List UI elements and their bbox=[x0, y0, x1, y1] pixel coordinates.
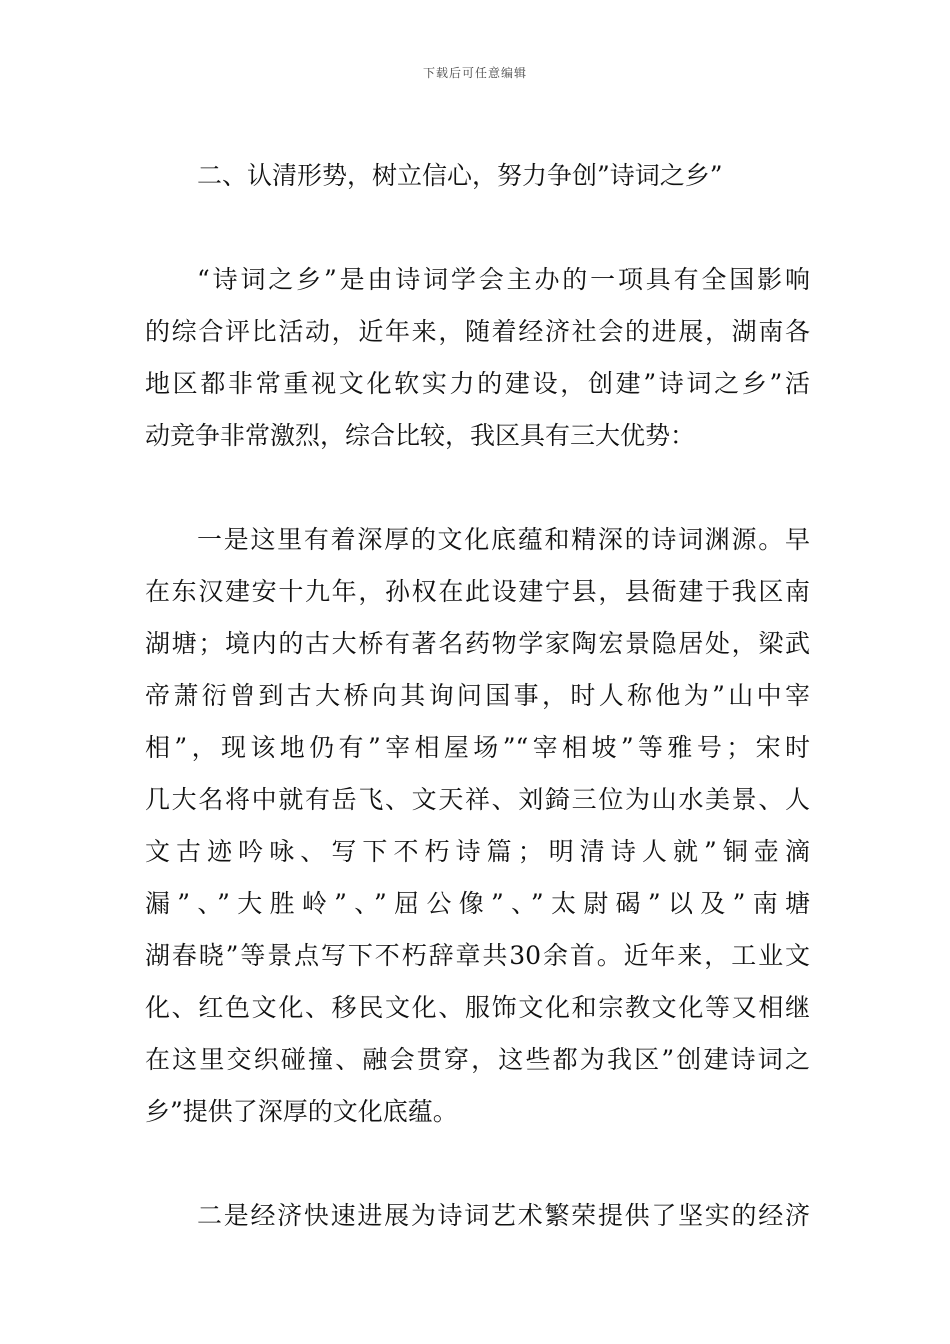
paragraph-line: 乡”提供了深厚的文化底蕴。 bbox=[145, 1097, 458, 1126]
paragraph-line: 在这里交织碰撞、融会贯穿，这些都为我区”创建诗词之 bbox=[145, 1045, 810, 1074]
paragraph-line: 湖春晓”等景点写下不朽辞章共30余首。近年来，工业文 bbox=[145, 941, 810, 970]
paragraph-advantage-two bbox=[145, 1190, 810, 1242]
paragraph-line: 湖塘；境内的古大桥有著名药物学家陶宏景隐居处，梁武 bbox=[145, 629, 810, 658]
paragraph-gap bbox=[145, 1138, 810, 1190]
paragraph-line: 动竞争非常激烈，综合比较，我区具有三大优势： bbox=[145, 421, 696, 450]
paragraph-line: 二是经济快速进展为诗词艺术繁荣提供了坚实的经济 bbox=[197, 1201, 810, 1230]
section-heading: 二、认清形势，树立信心，努力争创”诗词之乡” bbox=[197, 161, 723, 190]
paragraph-line: 一是这里有着深厚的文化底蕴和精深的诗词渊源。早 bbox=[197, 525, 810, 554]
document-body bbox=[145, 150, 810, 1242]
paragraph-gap bbox=[145, 202, 810, 254]
paragraph-line: 相”，现该地仍有”宰相屋场”“宰相坡”等雅号；宋时 bbox=[145, 733, 810, 762]
paragraph-intro bbox=[145, 254, 810, 462]
paragraph-advantage-one bbox=[145, 514, 810, 1138]
paragraph-line: 化、红色文化、移民文化、服饰文化和宗教文化等又相继 bbox=[145, 993, 810, 1022]
paragraph-line: 帝萧衍曾到古大桥向其询问国事，时人称他为”山中宰 bbox=[145, 681, 810, 710]
paragraph-line: “诗词之乡”是由诗词学会主办的一项具有全国影响 bbox=[197, 265, 810, 294]
paragraph-line: 在东汉建安十九年，孙权在此设建宁县，县衙建于我区南 bbox=[145, 577, 810, 606]
paragraph-line: 漏”、”大胜岭”、”屈公像”、”太尉碣”以及”南塘 bbox=[145, 889, 810, 918]
paragraph-line: 文古迹吟咏、写下不朽诗篇；明清诗人就”铜壶滴 bbox=[145, 837, 810, 866]
paragraph-line: 的综合评比活动，近年来，随着经济社会的进展，湖南各 bbox=[145, 317, 810, 346]
paragraph-line: 地区都非常重视文化软实力的建设，创建”诗词之乡”活 bbox=[145, 369, 810, 398]
paragraph-gap bbox=[145, 462, 810, 514]
paragraph-line: 几大名将中就有岳飞、文天祥、刘錡三位为山水美景、人 bbox=[145, 785, 810, 814]
page-header-note: 下载后可任意编辑 bbox=[422, 66, 527, 80]
